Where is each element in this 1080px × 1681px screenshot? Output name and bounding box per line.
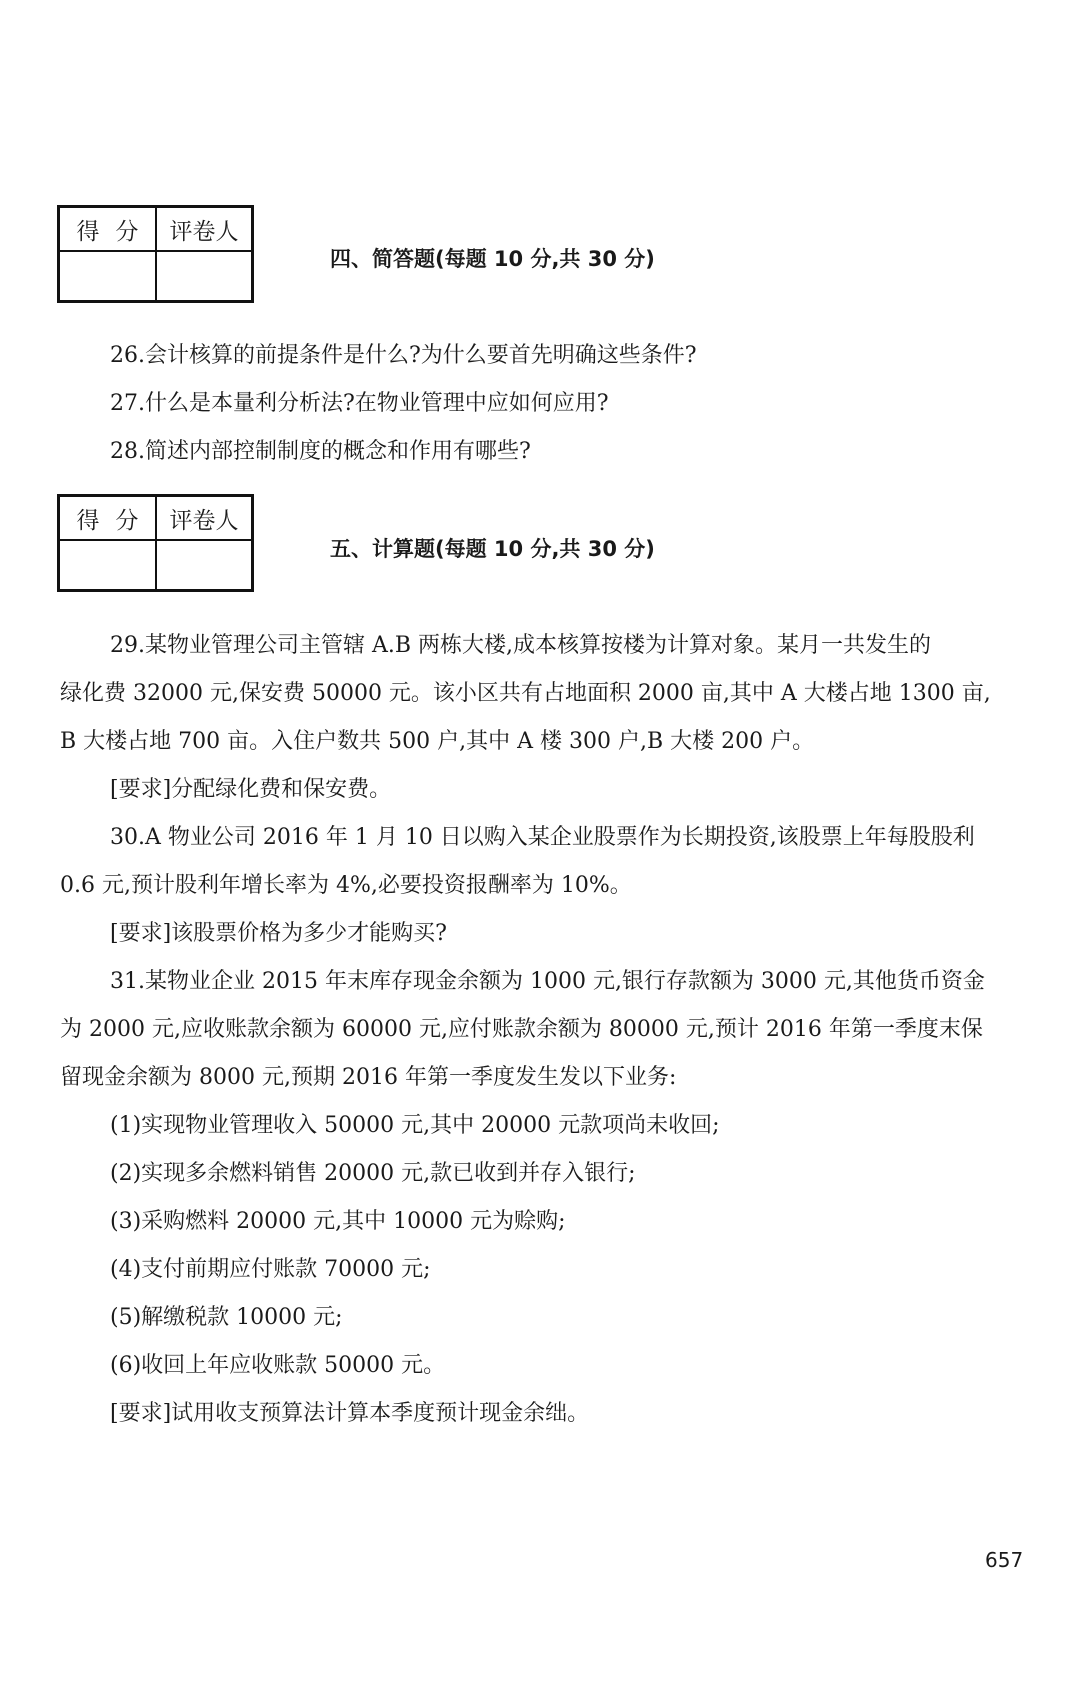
q29-line-1: 29.某物业管理公司主管辖 A.B 两栋大楼,成本核算按楼为计算对象。某月一共发生的: [110, 633, 932, 658]
q31-line-3: 留现金余额为 8000 元,预期 2016 年第一季度发生发以下业务:: [60, 1065, 677, 1090]
score-cell: [60, 252, 157, 300]
q31-line-1: 31.某物业企业 2015 年末库存现金余额为 1000 元,银行存款额为 3000 元,其他货币资金: [110, 969, 985, 994]
question-27: 27.什么是本量利分析法?在物业管理中应如何应用?: [110, 391, 609, 416]
q30-line-2: 0.6 元,预计股利年增长率为 4%,必要投资报酬率为 10%。: [60, 873, 632, 898]
grader-header: 评卷人: [157, 208, 251, 252]
q29-line-3: B 大楼占地 700 亩。入住户数共 500 户,其中 A 楼 300 户,B 大楼 200 户。: [60, 729, 815, 754]
score-table-section4: [57, 205, 254, 303]
q31-item-4: (4)支付前期应付账款 70000 元;: [110, 1257, 431, 1282]
score-header: 得分: [60, 497, 157, 541]
q30-requirement: [要求]该股票价格为多少才能购买?: [110, 921, 447, 946]
question-26: 26.会计核算的前提条件是什么?为什么要首先明确这些条件?: [110, 343, 697, 368]
section4-title: 四、简答题(每题 10 分,共 30 分): [330, 247, 655, 271]
section5-title: 五、计算题(每题 10 分,共 30 分): [330, 537, 655, 561]
q29-line-2: 绿化费 32000 元,保安费 50000 元。该小区共有占地面积 2000 亩,其中 A 大楼占地 1300 亩,: [60, 681, 991, 706]
q31-line-2: 为 2000 元,应收账款余额为 60000 元,应付账款余额为 80000 元,预计 2016 年第一季度末保: [60, 1017, 983, 1042]
grader-cell: [157, 541, 251, 589]
q31-item-5: (5)解缴税款 10000 元;: [110, 1305, 343, 1330]
q31-item-2: (2)实现多余燃料销售 20000 元,款已收到并存入银行;: [110, 1161, 636, 1186]
grader-header: 评卷人: [157, 497, 251, 541]
q29-requirement: [要求]分配绿化费和保安费。: [110, 777, 392, 802]
grader-cell: [157, 252, 251, 300]
score-table-section5: [57, 494, 254, 592]
score-cell: [60, 541, 157, 589]
q31-requirement: [要求]试用收支预算法计算本季度预计现金余绌。: [110, 1401, 590, 1426]
q31-item-3: (3)采购燃料 20000 元,其中 10000 元为赊购;: [110, 1209, 566, 1234]
q31-item-6: (6)收回上年应收账款 50000 元。: [110, 1353, 446, 1378]
question-28: 28.简述内部控制制度的概念和作用有哪些?: [110, 439, 531, 464]
q31-item-1: (1)实现物业管理收入 50000 元,其中 20000 元款项尚未收回;: [110, 1113, 720, 1138]
score-header: 得分: [60, 208, 157, 252]
page-number: 657: [985, 1548, 1024, 1572]
q30-line-1: 30.A 物业公司 2016 年 1 月 10 日以购入某企业股票作为长期投资,该股票上年每股股利: [110, 825, 975, 850]
